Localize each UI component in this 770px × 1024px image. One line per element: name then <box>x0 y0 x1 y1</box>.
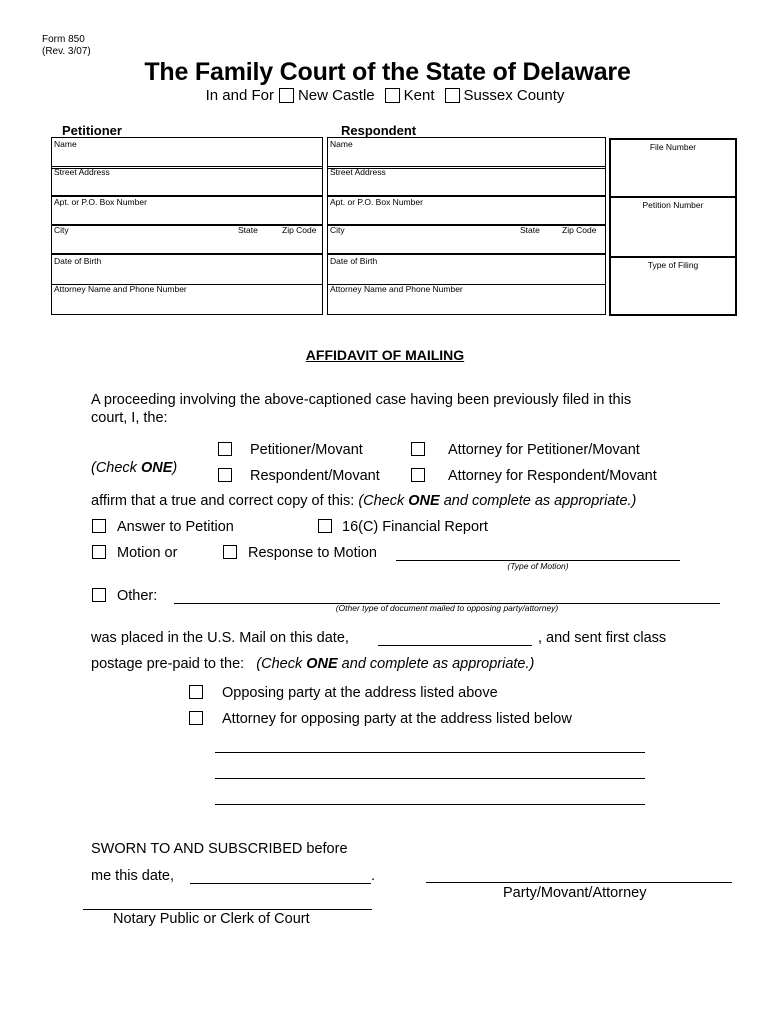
check-one-prefix: (Check <box>91 460 141 476</box>
respondent-apt-label: Apt. or P.O. Box Number <box>330 197 423 207</box>
divider <box>327 224 606 225</box>
respondent-attorney-field[interactable] <box>328 283 605 314</box>
notary-signature-label: Notary Public or Clerk of Court <box>113 911 310 927</box>
divider <box>327 284 606 285</box>
respondent-box <box>327 137 606 315</box>
petitioner-movant-label: Petitioner/Movant <box>250 442 363 458</box>
form-number: Form 850 <box>42 34 85 45</box>
check-one-suffix: ) <box>172 460 178 476</box>
petitioner-movant-checkbox[interactable] <box>218 442 232 456</box>
respondent-name-label: Name <box>330 139 353 149</box>
court-info-box <box>609 138 737 316</box>
petitioner-state-label: State <box>238 225 258 235</box>
financial-report-checkbox[interactable] <box>318 519 332 533</box>
petitioner-apt-label: Apt. or P.O. Box Number <box>54 197 147 207</box>
file-number-field[interactable] <box>611 140 735 198</box>
other-label: Other: <box>117 588 158 604</box>
attorney-petitioner-label: Attorney for Petitioner/Movant <box>448 442 640 458</box>
mail-date-line[interactable] <box>378 645 532 646</box>
check-one-bold: ONE <box>140 460 173 476</box>
respondent-dob-field[interactable] <box>328 255 605 285</box>
petitioner-city-label: City <box>54 225 69 235</box>
address-line-3[interactable] <box>215 804 645 805</box>
mail-line-1-prefix: was placed in the U.S. Mail on this date, <box>91 630 349 646</box>
opposing-attorney-checkbox[interactable] <box>189 711 203 725</box>
respondent-dob-label: Date of Birth <box>330 256 378 266</box>
type-of-filing-field[interactable] <box>611 258 735 314</box>
petitioner-zip-label: Zip Code <box>282 225 317 235</box>
respondent-state-label: State <box>520 225 540 235</box>
sworn-period: . <box>371 868 376 884</box>
petitioner-header: Petitioner <box>62 123 122 138</box>
affirm-line <box>91 492 636 510</box>
divider <box>327 254 606 255</box>
attorney-respondent-label: Attorney for Respondent/Movant <box>448 468 657 484</box>
type-of-motion-caption: (Type of Motion) <box>507 561 569 571</box>
county-prefix: In and For <box>205 87 274 104</box>
petition-number-label: Petition Number <box>642 200 704 210</box>
petitioner-box <box>51 137 323 315</box>
intro-line-2: court, I, the: <box>91 410 168 426</box>
affirm-check-suffix: and complete as appropriate.) <box>439 493 637 509</box>
mail-check-prefix: (Check <box>256 656 307 672</box>
petitioner-name-field[interactable] <box>52 138 322 169</box>
financial-report-label: 16(C) Financial Report <box>342 519 488 535</box>
respondent-zip-label: Zip Code <box>562 225 597 235</box>
petitioner-attorney-label: Attorney Name and Phone Number <box>54 284 187 294</box>
petitioner-attorney-field[interactable] <box>52 283 322 314</box>
petitioner-dob-label: Date of Birth <box>54 256 102 266</box>
check-one-note <box>91 459 177 477</box>
mail-line-1-suffix: , and sent first class <box>538 630 667 646</box>
divider <box>51 254 323 255</box>
motion-checkbox[interactable] <box>92 545 106 559</box>
petitioner-name-label: Name <box>54 139 77 149</box>
attorney-petitioner-checkbox[interactable] <box>411 442 425 456</box>
respondent-apt-field[interactable] <box>328 196 605 226</box>
attorney-respondent-checkbox[interactable] <box>411 468 425 482</box>
county-sussex-label: Sussex County <box>463 87 565 104</box>
county-new-castle-checkbox[interactable] <box>279 88 294 103</box>
divider <box>51 166 323 167</box>
respondent-street-label: Street Address <box>330 167 386 177</box>
response-to-motion-label: Response to Motion <box>248 545 377 561</box>
opposing-party-checkbox[interactable] <box>189 685 203 699</box>
respondent-city-label: City <box>330 225 345 235</box>
intro-line-1: A proceeding involving the above-captioned case having been previously filed in this <box>91 392 632 408</box>
county-kent-label: Kent <box>403 87 435 104</box>
motion-label: Motion or <box>117 545 178 561</box>
respondent-header: Respondent <box>341 123 417 138</box>
type-of-filing-label: Type of Filing <box>647 260 699 270</box>
petition-number-field[interactable] <box>611 198 735 258</box>
sworn-line-2: me this date, <box>91 868 175 884</box>
petitioner-dob-field[interactable] <box>52 255 322 285</box>
affirm-check-prefix: (Check <box>358 493 409 509</box>
page-title: The Family Court of the State of Delaware <box>144 58 631 86</box>
opposing-party-label: Opposing party at the address listed above <box>222 685 498 701</box>
petitioner-city-field[interactable] <box>52 224 322 254</box>
respondent-street-field[interactable] <box>328 166 605 197</box>
affidavit-heading: AFFIDAVIT OF MAILING <box>305 347 465 363</box>
divider <box>327 195 606 196</box>
respondent-movant-label: Respondent/Movant <box>250 468 380 484</box>
other-document-caption: (Other type of document mailed to opposing party/attorney) <box>335 603 559 613</box>
affirm-text: affirm that a true and correct copy of this: <box>91 493 359 509</box>
form-number-block <box>42 34 91 58</box>
other-checkbox[interactable] <box>92 588 106 602</box>
address-line-2[interactable] <box>215 778 645 779</box>
divider <box>51 224 323 225</box>
divider <box>327 166 606 167</box>
file-number-label: File Number <box>649 142 697 152</box>
petitioner-apt-field[interactable] <box>52 196 322 226</box>
county-selector <box>0 87 770 104</box>
mail-line-2-prefix: postage pre-paid to the: <box>91 656 245 672</box>
county-new-castle-label: New Castle <box>297 87 375 104</box>
petitioner-street-field[interactable] <box>52 166 322 197</box>
party-signature-line[interactable] <box>426 882 732 883</box>
mail-line-2 <box>91 655 534 673</box>
respondent-attorney-label: Attorney Name and Phone Number <box>330 284 463 294</box>
mail-check-bold: ONE <box>306 656 338 672</box>
petitioner-street-label: Street Address <box>54 167 110 177</box>
response-to-motion-checkbox[interactable] <box>223 545 237 559</box>
mail-check-suffix: and complete as appropriate.) <box>337 656 535 672</box>
address-line-1[interactable] <box>215 752 645 753</box>
county-sussex-checkbox[interactable] <box>445 88 460 103</box>
affirm-check-bold: ONE <box>408 493 440 509</box>
form-revision: (Rev. 3/07) <box>42 46 91 57</box>
sworn-date-line[interactable] <box>190 883 371 884</box>
county-kent-checkbox[interactable] <box>385 88 400 103</box>
party-signature-label: Party/Movant/Attorney <box>503 885 647 901</box>
sworn-line-1: SWORN TO AND SUBSCRIBED before <box>91 841 348 857</box>
divider <box>51 284 323 285</box>
answer-to-petition-label: Answer to Petition <box>117 519 234 535</box>
opposing-attorney-label: Attorney for opposing party at the address listed below <box>222 711 572 727</box>
respondent-name-field[interactable] <box>328 138 605 169</box>
respondent-city-field[interactable] <box>328 224 605 254</box>
divider <box>51 195 323 196</box>
respondent-movant-checkbox[interactable] <box>218 468 232 482</box>
answer-to-petition-checkbox[interactable] <box>92 519 106 533</box>
